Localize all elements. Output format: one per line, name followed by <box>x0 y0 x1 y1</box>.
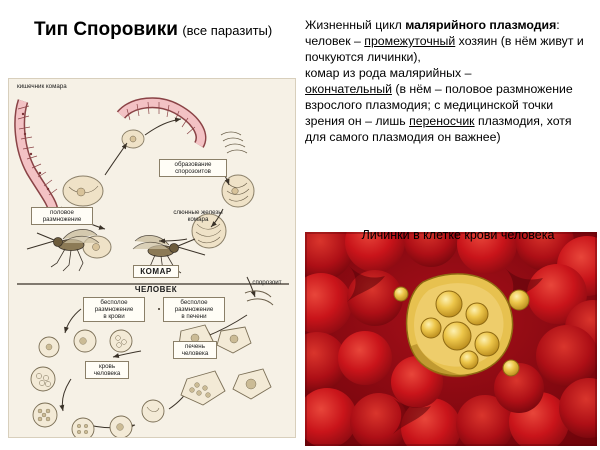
page-title <box>34 18 284 41</box>
malaria-lifecycle-diagram <box>8 78 296 438</box>
title-main: Тип Споровики <box>34 19 178 40</box>
description-heading-plain: Жизненный цикл <box>305 18 406 32</box>
description-body: человек – промежуточный хозяин (в нём живут и почкуются личинки), комар из рода малярийных – окончательный (в нём – половое размножение взрослого плазмодия; с медицинской точки зрения он – лишь переносчик плазмодия, хотя для самого плазмодия он важнее) <box>305 33 584 144</box>
description-heading-colon: : <box>556 18 560 32</box>
diagram-label-asexual-liver: бесполое размножение в печени <box>163 297 225 322</box>
diagram-label-human-blood: кровь человека <box>85 361 129 379</box>
diagram-label-sexual-reproduction: половое размножение <box>31 207 93 225</box>
lifecycle-description <box>305 18 595 146</box>
diagram-label-sporozoite-formation: образование спорозоитов <box>159 159 227 177</box>
diagram-artwork <box>9 79 296 438</box>
diagram-label-asexual-blood: бесполое размножение в крови <box>83 297 145 322</box>
diagram-label-human: ЧЕЛОВЕК <box>134 285 178 294</box>
term-definitive: окончательный <box>305 81 392 96</box>
term-intermediate: промежуточный <box>364 33 456 48</box>
diagram-label-human-liver: печень человека <box>173 341 217 359</box>
diagram-label-mosquito: КОМАР <box>133 265 179 278</box>
description-heading-bold: малярийного плазмодия <box>405 18 557 32</box>
photo-caption: Личинки в клетке крови человека <box>361 228 555 242</box>
micrograph-artwork <box>305 232 597 446</box>
diagram-label-mosquito-gut: кишечник комара <box>17 83 67 90</box>
title-sub: (все паразиты) <box>182 23 273 38</box>
diagram-label-sporozoite: спорозоит <box>252 279 282 286</box>
blood-cell-micrograph <box>305 232 597 446</box>
diagram-label-salivary-glands: слюнные железы комара <box>173 209 223 224</box>
term-vector: переносчик <box>409 113 475 128</box>
description-heading <box>305 18 595 34</box>
